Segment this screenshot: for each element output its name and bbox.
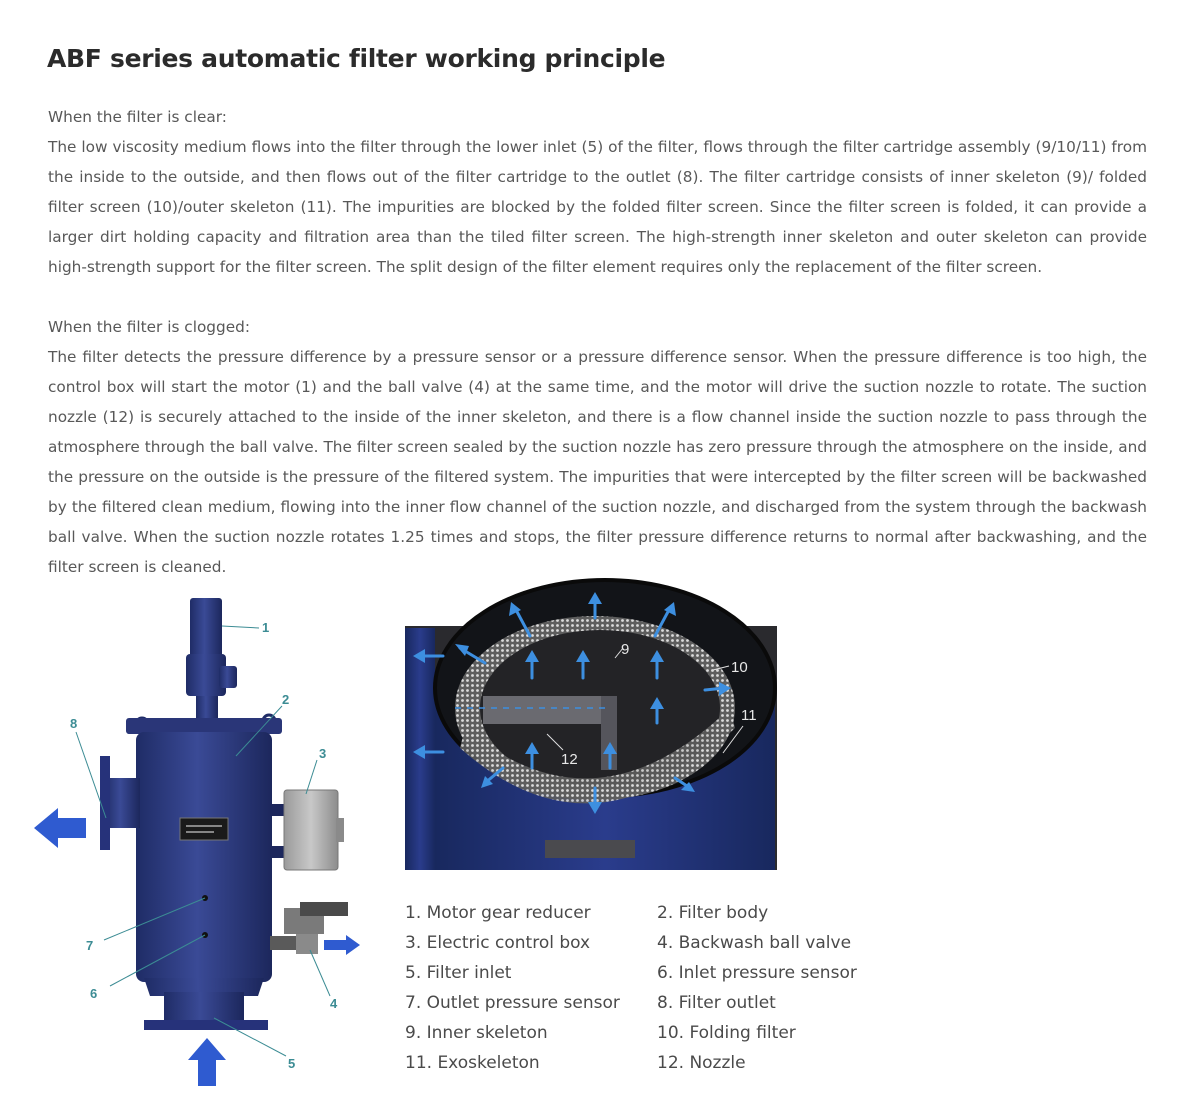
legend-item: 10. Folding filter <box>657 1023 796 1043</box>
legend-item: 6. Inlet pressure sensor <box>657 963 857 983</box>
callout-12: 12 <box>561 751 578 768</box>
callout-7: 7 <box>86 938 94 953</box>
callout-11: 11 <box>741 707 757 724</box>
legend-item: 3. Electric control box <box>405 933 591 953</box>
legend-item: 7. Outlet pressure sensor <box>405 993 620 1013</box>
legend-item: 11. Exoskeleton <box>405 1053 540 1073</box>
nameplate <box>180 818 228 840</box>
legend-item: 1. Motor gear reducer <box>405 903 591 923</box>
page-title: ABF series automatic filter working principle <box>47 44 666 73</box>
callout-9: 9 <box>621 641 630 658</box>
callout-5: 5 <box>288 1056 296 1071</box>
parts-legend <box>405 898 925 1078</box>
legend-item: 4. Backwash ball valve <box>657 933 852 953</box>
legend-item: 9. Inner skeleton <box>405 1023 548 1043</box>
filter-outlet <box>100 756 140 850</box>
filter-inlet <box>144 1020 268 1030</box>
filter-exterior-diagram <box>14 578 376 1098</box>
motor-gear-reducer <box>186 598 237 718</box>
filter-body <box>136 732 272 982</box>
callout-4: 4 <box>330 996 338 1011</box>
callout-3: 3 <box>319 746 327 761</box>
callout-2: 2 <box>282 692 290 707</box>
outlet-arrow <box>34 808 86 848</box>
electric-control-box <box>284 790 338 870</box>
callout-10: 10 <box>731 659 748 676</box>
clear-heading: When the filter is clear: <box>48 108 227 126</box>
legend-item: 2. Filter body <box>657 903 769 923</box>
clear-paragraph: The low viscosity medium flows into the filter through the lower inlet (5) of the filter, flows through the filter cartridge assembly (9/10/11) from the inside to the outside, and then flows out of the filter cartridge to the outlet (8). The filter cartridge consists of inner skeleton (9)/ folded filter screen (10)/outer skeleton (11). The impurities are blocked by the folded filter screen. Since the filter screen is folded, it can provide a larger dirt holding capacity and filtration area than the tiled filter screen. The high-strength inner skeleton and outer skeleton can provide high-strength support for the filter screen. The split design of the filter element requires only the replacement of the filter screen. <box>48 138 1147 276</box>
callout-6: 6 <box>90 986 98 1001</box>
legend-item: 5. Filter inlet <box>405 963 512 983</box>
callout-1: 1 <box>262 620 270 635</box>
clogged-heading: When the filter is clogged: <box>48 318 250 336</box>
inlet-arrow <box>188 1038 226 1086</box>
description-text <box>48 102 1147 582</box>
clogged-paragraph: The filter detects the pressure difference by a pressure sensor or a pressure difference sensor. When the pressure difference is too high, the control box will start the motor (1) and the ball valve (4) at the same time, and the motor will drive the suction nozzle to rotate. The suction nozzle (12) is securely attached to the inside of the inner skeleton, and there is a flow channel inside the suction nozzle to pass through the atmosphere through the ball valve. The filter screen sealed by the suction nozzle has zero pressure through the atmosphere on the inside, and the pressure on the outside is the pressure of the filtered system. The impurities that were intercepted by the filter screen will be backwashed by the filtered clean medium, flowing into the inner flow channel of the suction nozzle, and discharged from the system through the backwash ball valve. When the suction nozzle rotates 1.25 times and stops, the filter pressure difference returns to normal after backwashing, and the filter screen is cleaned. <box>48 348 1147 576</box>
filter-cutaway-diagram <box>405 578 777 870</box>
callout-8: 8 <box>70 716 78 731</box>
legend-item: 12. Nozzle <box>657 1053 746 1073</box>
backwash-arrow <box>324 935 360 955</box>
legend-item: 8. Filter outlet <box>657 993 776 1013</box>
